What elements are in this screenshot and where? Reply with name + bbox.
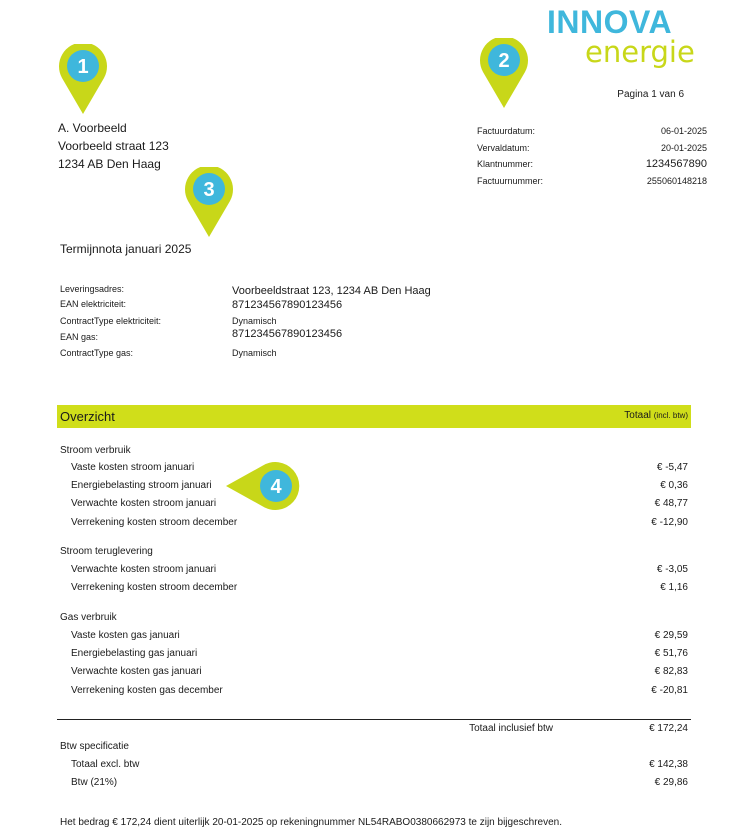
section-title: Stroom teruglevering — [60, 546, 153, 557]
overview-title: Overzicht — [60, 409, 115, 424]
total-amount: € 172,24 — [649, 723, 688, 734]
info-label: ContractType elektriciteit: — [60, 316, 162, 326]
meta-invoice-date: Factuurdatum: 06-01-2025 — [477, 126, 707, 136]
page-indicator: Pagina 1 van 6 — [617, 89, 684, 100]
meta-customer-number: Klantnummer: 1234567890 — [477, 158, 707, 170]
marker-number: 4 — [270, 476, 282, 498]
map-pin-icon — [57, 44, 109, 116]
recipient-street: Voorbeeld straat 123 — [58, 139, 169, 153]
section-title: Stroom verbruik — [60, 445, 131, 456]
recipient-city: 1234 AB Den Haag — [58, 157, 161, 171]
list-item: Vaste kosten gas januari € 29,59 — [71, 630, 688, 641]
list-item: Energiebelasting gas januari € 51,76 — [71, 648, 688, 659]
map-pin-icon — [478, 38, 530, 110]
list-item: Btw (21%) € 29,86 — [71, 777, 688, 788]
payment-note: Het bedrag € 172,24 dient uiterlijk 20-01-2025 op rekeningnummer NL54RABO0380662973 te zijn bijgeschreven. — [60, 817, 562, 828]
info-value: 871234567890123456 — [232, 328, 343, 340]
list-item: Verrekening kosten stroom december € 1,16 — [71, 582, 688, 593]
brand-tagline: energie — [585, 35, 695, 69]
list-item: Verrekening kosten stroom december € -12,90 — [71, 517, 688, 528]
list-item: Verwachte kosten stroom januari € 48,77 — [71, 498, 688, 509]
meta-invoice-number: Factuurnummer: 255060148218 — [477, 176, 707, 186]
recipient-name: A. Voorbeeld — [58, 121, 127, 135]
info-label: EAN gas: — [60, 332, 99, 342]
list-item: Verrekening kosten gas december € -20,81 — [71, 685, 688, 696]
list-item: Vaste kosten stroom januari € -5,47 — [71, 462, 688, 473]
info-value: Dynamisch — [232, 316, 277, 326]
marker-number: 3 — [203, 179, 215, 201]
map-pin-icon — [183, 167, 235, 239]
list-item: Verwachte kosten gas januari € 82,83 — [71, 666, 688, 677]
list-item: Totaal excl. btw € 142,38 — [71, 759, 688, 770]
list-item: Energiebelasting stroom januari € 0,36 — [71, 480, 688, 491]
info-label: Leveringsadres: — [60, 284, 125, 294]
overview-header — [57, 405, 691, 428]
overview-total-heading: Totaal (incl. btw) — [624, 410, 688, 421]
marker-number: 2 — [498, 50, 510, 72]
brand-logo: INNOVA — [547, 4, 673, 40]
list-item: Verwachte kosten stroom januari € -3,05 — [71, 564, 688, 575]
section-title: Gas verbruik — [60, 612, 117, 623]
info-label: ContractType gas: — [60, 348, 134, 358]
info-value: Dynamisch — [232, 348, 277, 358]
meta-due-date: Vervaldatum: 20-01-2025 — [477, 143, 707, 153]
marker-number: 1 — [77, 56, 89, 78]
divider — [57, 719, 691, 720]
vat-title: Btw specificatie — [60, 741, 129, 752]
info-value: Voorbeeldstraat 123, 1234 AB Den Haag — [232, 285, 431, 297]
info-label: EAN elektriciteit: — [60, 299, 127, 309]
info-value: 871234567890123456 — [232, 299, 343, 311]
total-label: Totaal inclusief btw — [469, 723, 553, 734]
document-title: Termijnnota januari 2025 — [60, 242, 192, 256]
